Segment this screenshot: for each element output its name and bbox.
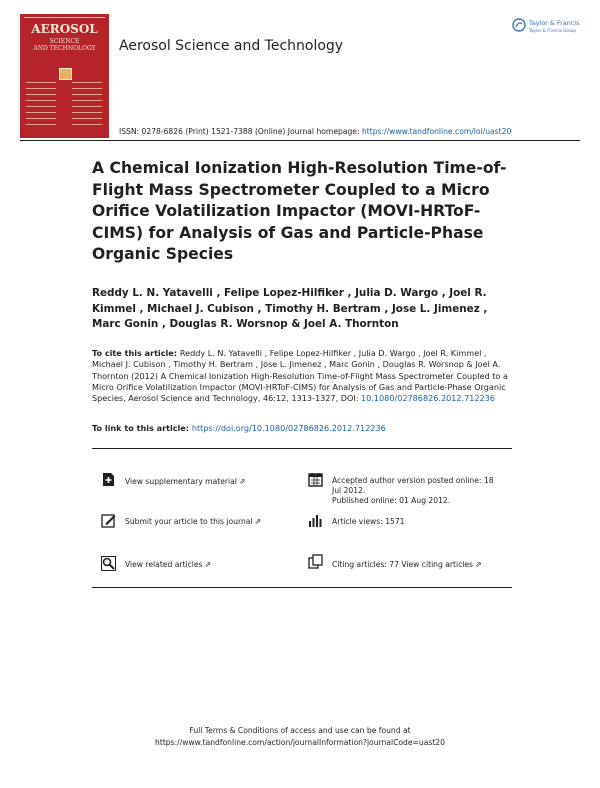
supplementary-label: View supplementary material <box>125 477 237 486</box>
citing-articles-icon <box>308 554 323 573</box>
actions-top-divider <box>92 448 512 449</box>
cover-toc-line <box>26 82 56 83</box>
citing-articles-link[interactable] <box>332 560 482 570</box>
citation-text: Reddy L. N. Yatavelli , Felipe Lopez-Hilfiker , Julia D. Wargo , Joel R. Kimmel , Michael J. Cubison , Timothy H. Bertram , Jose L. Jimenez , Marc Gonin , Douglas R. Worsnop & Joel A. Thornton (2012) A Chemical Ionization High-Resolution Time-of-Flight Mass Spectrometer Coupled to a Micro Orifice Volatilization Impactor (MOVI-HRToF-CIMS) for Analysis of Gas and Particle-Phase Organic Species, Aerosol Science and Technology, 46:12, 1313-1327, DOI: <box>92 348 508 404</box>
issn-line <box>119 127 511 136</box>
journal-title[interactable]: Aerosol Science and Technology <box>119 38 344 54</box>
cover-toc-line <box>26 118 56 119</box>
cover-toc-line <box>72 112 102 113</box>
submit-label: Submit your article to this journal <box>125 517 253 526</box>
cover-subtitle <box>24 38 105 52</box>
footer-terms-link[interactable]: https://www.tandfonline.com/action/journalInformation?journalCode=uast20 <box>155 738 445 747</box>
cover-toc-line <box>72 94 102 95</box>
header-divider <box>20 140 580 141</box>
article-views: Article views: 1571 <box>332 517 405 526</box>
publisher-tagline: Taylor & Francis Group <box>529 28 577 33</box>
external-link-icon: ⇗ <box>204 560 212 569</box>
citing-label: Citing articles: 77 View citing articles <box>332 560 473 569</box>
terms-footer <box>100 725 500 749</box>
cover-title <box>24 24 105 35</box>
submit-article-link[interactable] <box>125 517 261 527</box>
cover-toc-line <box>26 88 56 89</box>
supplementary-link[interactable] <box>125 477 246 487</box>
bar-chart-icon <box>308 513 323 532</box>
publisher-name: Taylor & Francis <box>529 19 580 27</box>
accepted-date-line1: Accepted author version posted online: 18 <box>332 476 494 485</box>
publication-dates <box>332 476 512 506</box>
cover-toc-line <box>72 100 102 101</box>
cover-top-rule <box>24 17 105 21</box>
submit-edit-icon[interactable] <box>101 513 116 532</box>
cover-toc-line <box>72 82 102 83</box>
related-label: View related articles <box>125 560 203 569</box>
footer-line1: Full Terms & Conditions of access and use can be found at <box>189 726 411 735</box>
citation-label: To cite this article: <box>92 348 180 358</box>
cover-toc-line <box>72 106 102 107</box>
cover-title-line3: AND TECHNOLOGY <box>33 45 96 52</box>
cover-toc-line <box>26 124 56 125</box>
publisher-logo-icon <box>512 18 526 32</box>
accepted-date-line2: Jul 2012. <box>332 486 366 495</box>
cover-toc-line <box>26 106 56 107</box>
journal-homepage-link[interactable]: https://www.tandfonline.com/loi/uast20 <box>361 127 512 136</box>
external-link-icon: ⇗ <box>254 517 262 526</box>
published-date: Published online: 01 Aug 2012. <box>332 496 451 505</box>
journal-cover <box>20 14 109 138</box>
supplementary-icon[interactable] <box>101 472 116 491</box>
article-doi-link[interactable]: https://doi.org/10.1080/02786826.2012.712236 <box>191 423 386 433</box>
search-icon[interactable] <box>101 556 116 575</box>
cover-toc-line <box>26 94 56 95</box>
citation-block <box>92 348 512 404</box>
cover-toc-line <box>26 100 56 101</box>
cover-title-line1: AEROSOL <box>31 22 98 36</box>
publisher-logo[interactable] <box>512 16 586 40</box>
external-link-icon: ⇗ <box>238 477 246 486</box>
external-link-icon: ⇗ <box>475 560 482 569</box>
article-link-line <box>92 423 386 433</box>
article-authors: Reddy L. N. Yatavelli , Felipe Lopez-Hilfiker , Julia D. Wargo , Joel R. Kimmel , Michael J. Cubison , Timothy H. Bertram , Jose L. Jimenez , Marc Gonin , Douglas R. Worsnop & Joel A. Thornton <box>92 287 488 330</box>
calendar-icon <box>308 472 323 491</box>
cover-toc-line <box>72 88 102 89</box>
cover-title-line2: SCIENCE <box>49 38 80 45</box>
related-articles-link[interactable] <box>125 560 211 570</box>
citation-doi-link[interactable]: 10.1080/02786826.2012.712236 <box>361 393 496 404</box>
actions-bottom-divider <box>92 587 512 588</box>
article-title: A Chemical Ionization High-Resolution Time-of-Flight Mass Spectrometer Coupled to a Micro Orifice Volatilization Impactor (MOVI-HRToF-CIMS) for Analysis of Gas and Particle-Phase Organic Species <box>92 159 507 263</box>
article-link-label: To link to this article: <box>92 423 192 433</box>
cover-emblem-icon <box>59 68 72 80</box>
cover-toc-line <box>72 124 102 125</box>
cover-toc-line <box>72 118 102 119</box>
issn-text: ISSN: 0278-6826 (Print) 1521-7388 (Online) Journal homepage: <box>119 127 362 136</box>
cover-toc-line <box>26 112 56 113</box>
